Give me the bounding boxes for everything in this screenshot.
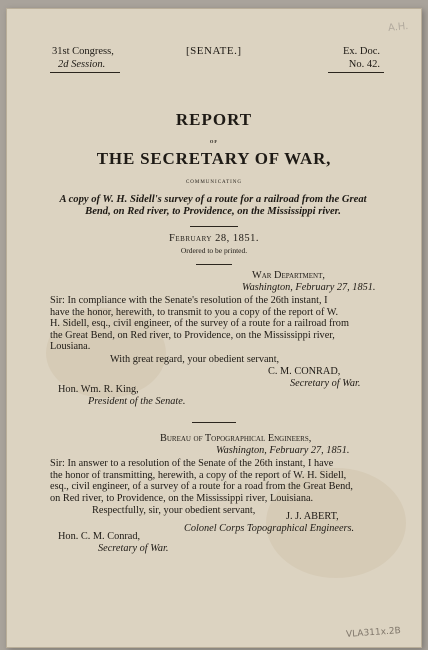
doc-number — [343, 45, 380, 71]
session-label: 2d Session. — [58, 59, 106, 70]
subject-line: A copy of W. H. Sidell's survey of a route for a railroad from the Great — [59, 194, 367, 205]
letter1-place-date: Washington, February 27, 1851. — [242, 282, 376, 293]
communicating-label: COMMUNICATING — [185, 180, 243, 185]
subject-line: Bend, on Red river, to Providence, on the Mississippi river. — [85, 206, 341, 217]
document-page — [6, 8, 422, 648]
printed-date: February 28, 1851. — [169, 233, 259, 244]
divider-rule — [196, 264, 232, 265]
letter1-addressee-title: President of the Senate. — [88, 396, 186, 407]
letter1-signer-title: Secretary of War. — [290, 378, 361, 389]
letter2-line: esq., civil engineer, of a survey of a route for a road from the Great Bend, — [50, 481, 353, 493]
ordered-printed: Ordered to be printed. — [180, 246, 248, 255]
doc-type-label: Ex. Doc. — [342, 46, 380, 57]
header-rule-right — [328, 72, 384, 73]
letter2-line: on Red river, to Providence, on the Mississippi river, Louisiana. — [50, 492, 314, 504]
letter2-from: Bureau of Topographical Engineers, — [160, 433, 312, 444]
letter2-addressee: Hon. C. M. Conrad, — [58, 531, 141, 542]
pencil-note: A.H. — [387, 20, 409, 35]
letter1-line: H. Sidell, esq., civil engineer, of the survey of a route for a railroad from — [50, 318, 349, 330]
congress-session — [52, 45, 114, 71]
senate-label: [SENATE.] — [186, 45, 242, 57]
doc-no-label: No. 42. — [348, 59, 380, 70]
header-rule-left — [50, 72, 120, 73]
letter2-line: the honor of transmitting, herewith, a copy of the report of W. H. Sidell, — [50, 469, 347, 481]
letter2-signer: J. J. ABERT, — [286, 511, 339, 522]
letter1-line: have the honor, herewith, to transmit to you a copy of the report of W. — [50, 306, 339, 318]
call-number: VLA311x.2B — [345, 626, 402, 640]
letter1-addressee: Hon. Wm. R. King, — [58, 384, 139, 395]
letter1-line: Lousiana. — [50, 341, 91, 353]
letter2-signer-title: Colonel Corps Topographical Engineers. — [184, 523, 355, 534]
letter1-signer: C. M. CONRAD, — [268, 366, 341, 377]
letter2-place-date: Washington, February 27, 1851. — [216, 445, 350, 456]
of-label: OF — [209, 139, 219, 144]
letter1-line: the Great Bend, on Red river, to Providence, on the Mississippi river, — [50, 329, 335, 341]
letter2-addressee-title: Secretary of War. — [98, 543, 169, 554]
letter1-line: Sir: In compliance with the Senate's resolution of the 26th instant, I — [50, 295, 328, 306]
divider-rule — [192, 422, 236, 423]
letter1-from: War Department, — [252, 270, 325, 281]
divider-rule — [190, 226, 238, 227]
letter2-line: Sir: In answer to a resolution of the Senate of the 26th instant, I have — [50, 458, 334, 469]
letter1-closing: With great regard, your obedient servant, — [110, 354, 280, 365]
secretary-title: THE SECRETARY OF WAR, — [96, 149, 332, 168]
congress-label: 31st Congress, — [52, 46, 114, 57]
report-title: REPORT — [175, 110, 253, 129]
letter2-closing: Respectfully, sir, your obedient servant, — [92, 505, 256, 516]
subject-text — [40, 194, 386, 218]
